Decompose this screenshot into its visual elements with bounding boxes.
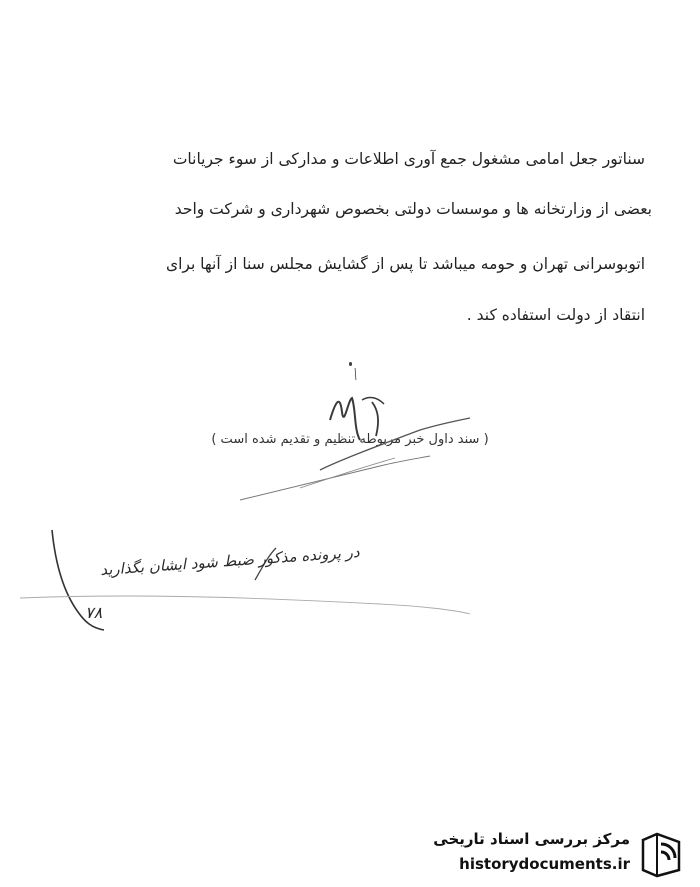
body-line-3: اتوبوسرانی تهران و حومه میباشد تا پس از گشایش مجلس سنا از آنها برای (165, 255, 645, 273)
watermark-title: مرکز بررسی اسناد تاریخی (433, 830, 630, 848)
watermark-url: historydocuments.ir (459, 855, 630, 873)
watermark-footer (433, 830, 690, 880)
typed-note: ( سند داول خبر مربوطه تنظیم و تقدیم شده است ) (211, 432, 489, 447)
handwritten-number: ۷۸ (85, 603, 103, 622)
archive-logo-icon (637, 830, 685, 878)
ink-mark (349, 362, 352, 366)
body-line-1: سناتور جعل امامی مشغول جمع آوری اطلاعات و مدارکی از سوء جریانات (172, 150, 645, 168)
handwritten-margin-note: در پرونده مذکور ضبط شود ایشان بگذارید (99, 542, 361, 580)
body-line-4: انتقاد از دولت استفاده کند . (466, 306, 645, 324)
body-line-2: بعضی از وزارتخانه ها و موسسات دولتی بخصوص شهرداری و شرکت واحد (174, 200, 652, 218)
